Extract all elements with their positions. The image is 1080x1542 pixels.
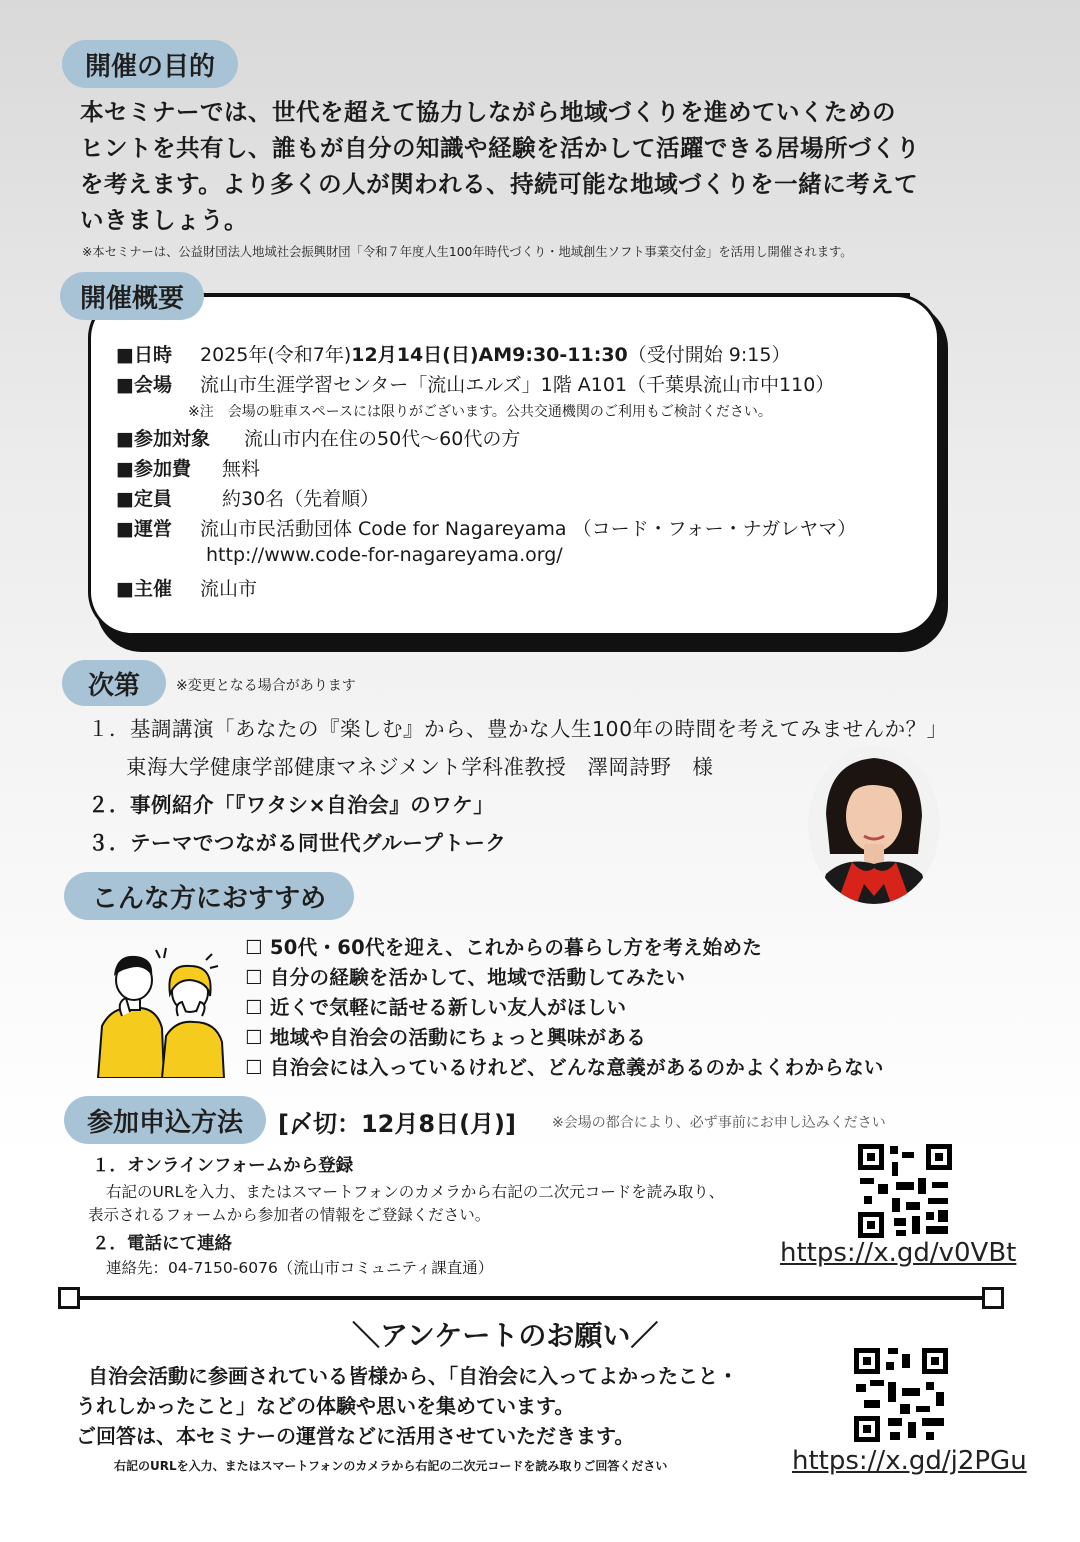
recommend-item: ☐ 地域や自治会の活動にちょっと興味がある	[245, 1026, 647, 1049]
qr-finder	[926, 1144, 952, 1170]
qr-module	[936, 1392, 944, 1406]
program-item-2	[88, 788, 494, 818]
apply-method2-desc: 連絡先：04-7150-6076（流山市コミュニティ課直通）	[106, 1259, 494, 1277]
fee-value: 無料	[222, 458, 261, 480]
apply-url-link[interactable]: https://x.gd/v0VBt	[780, 1238, 1017, 1268]
recommend-heading: こんな方におすすめ	[64, 872, 354, 920]
funding-note: ※本セミナーは、公益財団法人地域社会振興財団「令和７年度人生100年時代づくり・地域創生ソフト事業交付金」を活用し開催されます。	[82, 245, 853, 259]
program-item-3	[88, 826, 506, 856]
apply-heading: 参加申込方法	[64, 1096, 266, 1144]
overview-venue	[116, 370, 834, 397]
purpose-line: 本セミナーでは、世代を超えて協力しながら地域づくりを進めていくための	[80, 98, 896, 126]
recommend-item: ☐ 近くで気軽に話せる新しい友人がほしい	[245, 996, 627, 1019]
recommend-item: ☐ 自治会には入っているけれど、どんな意義があるのかよくわからない	[245, 1056, 884, 1079]
apply-qr-code-icon[interactable]	[856, 1142, 954, 1240]
qr-module	[902, 1388, 920, 1396]
survey-line: うれしかったこと」などの体験や思いを集めています。	[76, 1394, 575, 1418]
program-text: テーマでつながる同世代グループトーク	[130, 831, 507, 855]
date-strong: 12月14日(日)AM9:30-11:30	[351, 344, 628, 366]
survey-line: ご回答は、本セミナーの運営などに活用させていただきます。	[76, 1424, 635, 1448]
qr-module	[878, 1184, 888, 1194]
host-key: ■主催	[116, 578, 172, 600]
apply-method1-desc: 右記のURLを入力、またはスマートフォンのカメラから右記の二次元コードを読み取り、	[106, 1183, 725, 1201]
qr-module	[908, 1422, 916, 1438]
overview-fee	[116, 454, 260, 481]
qr-finder	[858, 1212, 884, 1238]
qr-module	[860, 1178, 874, 1184]
qr-module	[938, 1210, 948, 1222]
apply-deadline-note: ※会場の都合により、必ず事前にお申し込みください	[552, 1115, 886, 1131]
qr-finder	[922, 1348, 948, 1374]
qr-module	[926, 1382, 934, 1390]
qr-module	[912, 1216, 920, 1234]
recommend-item: ☐ 自分の経験を活かして、地域で活動してみたい	[245, 966, 686, 989]
host-value: 流山市	[200, 578, 258, 600]
qr-module	[902, 1354, 910, 1368]
operator-key: ■運営	[116, 518, 172, 540]
qr-module	[856, 1384, 866, 1392]
target-key: ■参加対象	[116, 428, 210, 450]
overview-target	[116, 424, 520, 451]
purpose-text	[80, 94, 1040, 238]
qr-module	[890, 1146, 898, 1154]
qr-module	[892, 1198, 900, 1212]
qr-module	[918, 1178, 926, 1194]
date-tail: （受付開始 9:15）	[627, 344, 791, 366]
qr-module	[928, 1198, 948, 1204]
venue-value: 流山市生涯学習センター「流山エルズ」1階 A101（千葉県流山市中110）	[200, 374, 835, 396]
operator-value: 流山市民活動団体 Code for Nagareyama （コード・フォー・ナガレヤマ）	[200, 518, 857, 540]
date-key: ■日時	[116, 344, 172, 366]
target-value: 流山市内在住の50代〜60代の方	[244, 428, 521, 450]
divider-end-left	[58, 1287, 80, 1309]
program-item-1	[88, 712, 948, 742]
purpose-line: いきましょう。	[80, 206, 248, 234]
program-speaker: 東海大学健康学部健康マネジメント学科准教授 澤岡詩野 様	[126, 755, 714, 779]
overview-operator	[116, 514, 856, 541]
qr-module	[926, 1212, 934, 1220]
recommend-item: ☐ 50代・60代を迎え、これからの暮らし方を考え始めた	[245, 936, 763, 959]
qr-finder	[854, 1348, 880, 1374]
survey-url-link[interactable]: https://x.gd/j2PGu	[792, 1446, 1027, 1476]
section-divider	[66, 1296, 996, 1300]
survey-note: 右記のURLを入力、またはスマートフォンのカメラから右記の二次元コードを読み取りご回答ください	[114, 1459, 668, 1473]
capacity-value: 約30名（先着順）	[222, 488, 380, 510]
qr-module	[896, 1182, 914, 1190]
program-text: 基調講演「あなたの『楽しむ』から、豊かな人生100年の時間を考えてみませんか？」	[130, 717, 948, 741]
qr-module	[888, 1348, 898, 1354]
program-num: １．	[88, 717, 130, 741]
qr-module	[896, 1230, 906, 1236]
qr-module	[870, 1380, 884, 1386]
fee-key: ■参加費	[116, 458, 191, 480]
qr-module	[864, 1196, 872, 1204]
qr-module	[888, 1382, 896, 1402]
date-plain: 2025年(令和7年)	[200, 344, 352, 366]
qr-module	[864, 1400, 880, 1408]
survey-qr-code-icon[interactable]	[852, 1346, 950, 1444]
purpose-line: を考えます。より多くの人が関われる、持続可能な地域づくりを一緒に考えて	[80, 170, 919, 198]
program-heading: 次第	[62, 660, 166, 706]
program-num: ３．	[88, 831, 130, 855]
qr-module	[906, 1202, 920, 1210]
apply-deadline: [〆切：12月8日(月)]	[278, 1110, 516, 1138]
overview-heading: 開催概要	[60, 272, 204, 320]
qr-module	[932, 1182, 948, 1188]
qr-finder	[854, 1416, 880, 1442]
apply-method1-desc: 表示されるフォームから参加者の情報をご登録ください。	[88, 1206, 491, 1224]
apply-method1-title: １．オンラインフォームから登録	[92, 1156, 354, 1176]
qr-module	[892, 1162, 898, 1176]
survey-heading: ＼アンケートのお願い／	[352, 1319, 659, 1352]
qr-module	[922, 1418, 944, 1426]
qr-module	[902, 1152, 914, 1158]
overview-date	[116, 340, 790, 367]
apply-method2-title: ２．電話にて連絡	[92, 1234, 232, 1254]
qr-module	[926, 1226, 948, 1234]
overview-capacity	[116, 484, 379, 511]
venue-key: ■会場	[116, 374, 172, 396]
qr-module	[890, 1432, 900, 1440]
program-note: ※変更となる場合があります	[176, 678, 356, 694]
qr-finder	[858, 1144, 884, 1170]
speaker-photo	[806, 744, 942, 906]
divider-end-right	[982, 1287, 1004, 1309]
capacity-key: ■定員	[116, 488, 172, 510]
overview-host	[116, 574, 257, 601]
people-illustration-icon	[96, 946, 226, 1078]
qr-module	[900, 1404, 910, 1414]
purpose-heading: 開催の目的	[62, 40, 238, 88]
program-text: 事例紹介「『ワタシ×自治会』のワケ」	[130, 793, 495, 817]
purpose-line: ヒントを共有し、誰もが自分の知識や経験を活かして活躍できる居場所づくり	[80, 134, 920, 162]
qr-module	[886, 1362, 894, 1370]
qr-module	[926, 1432, 934, 1440]
program-num: ２．	[88, 793, 130, 817]
venue-note: ※注 会場の駐車スペースには限りがございます。公共交通機関のご利用もご検討ください。	[188, 404, 772, 420]
qr-module	[888, 1418, 902, 1426]
qr-module	[894, 1218, 906, 1226]
qr-module	[916, 1406, 930, 1412]
survey-line: 自治会活動に参画されている皆様から、「自治会に入ってよかったこと・	[88, 1364, 738, 1388]
operator-url[interactable]: http://www.code-for-nagareyama.org/	[206, 544, 563, 566]
